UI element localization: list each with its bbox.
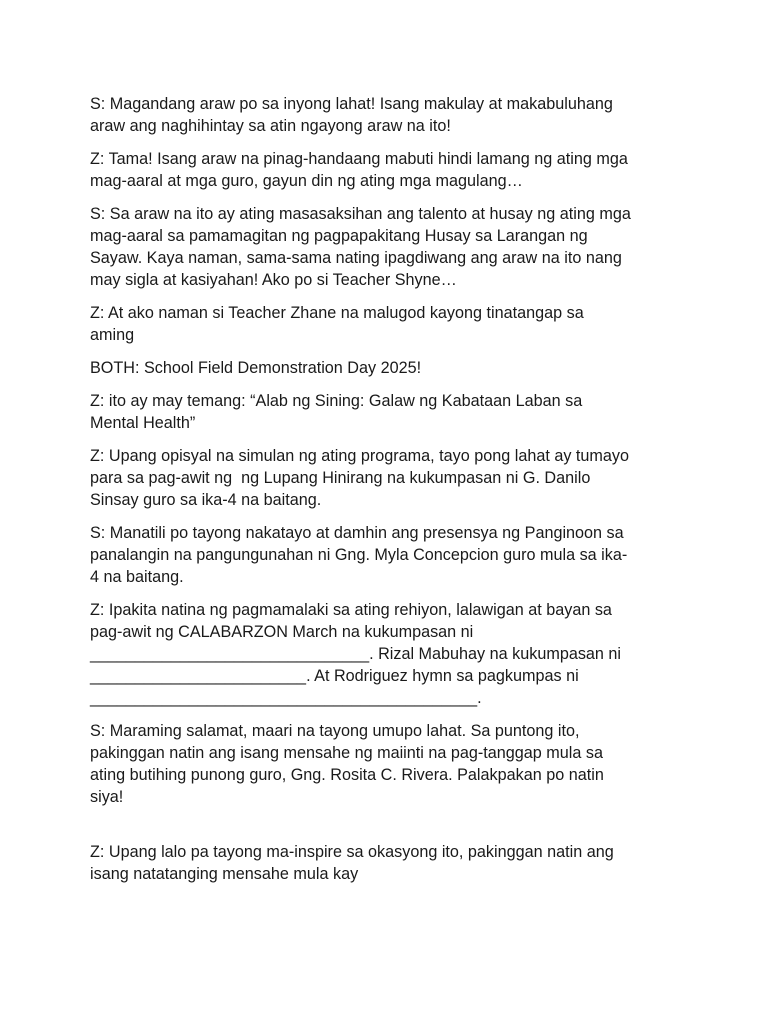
paragraph-principal-message: S: Maraming salamat, maari na tayong umupo lahat. Sa puntong ito, pakinggan natin ang isang mensahe ng maiinti na pag-tanggap mula sa ating butihing punong guro, Gng. Rosita C. Rivera. Palakpakan po natin siya! <box>90 722 604 806</box>
paragraph-welcome: Z: At ako naman si Teacher Zhane na malugod kayong tinatangap sa aming <box>90 304 584 344</box>
paragraph-theme: Z: ito ay may temang: “Alab ng Sining: Galaw ng Kabataan Laban sa Mental Health” <box>90 392 583 432</box>
paragraph-national-anthem: Z: Upang opisyal na simulan ng ating programa, tayo pong lahat ay tumayo para sa pag-awit ng ng Lupang Hinirang na kukumpasan ni G. Danilo Sinsay guro sa ika-4 na baitang. <box>90 447 630 509</box>
paragraph-prayer: S: Manatili po tayong nakatayo at damhin ang presensya ng Panginoon sa panalangin na pangungunahan ni Gng. Myla Concepcion guro mula sa ika- 4 na baitang. <box>90 524 628 586</box>
paragraph-inspirational-message: Z: Upang lalo pa tayong ma-inspire sa okasyong ito, pakinggan natin ang isang natatanging mensahe mula kay <box>90 843 614 883</box>
paragraph-greeting: S: Magandang araw po sa inyong lahat! Isang makulay at makabuluhang araw ang naghihintay sa atin ngayong araw na ito! <box>90 95 613 135</box>
paragraph-preparation: Z: Tama! Isang araw na pinag-handaang mabuti hindi lamang ng ating mga mag-aaral at mga guro, gayun din ng ating mga magulang… <box>90 150 628 190</box>
paragraph-introduction: S: Sa araw na ito ay ating masasaksihan ang talento at husay ng ating mga mag-aaral sa pamamagitan ng pagpapakitang Husay sa Larangan ng Sayaw. Kaya naman, sama-sama nating ipagdiwang ang araw na ito nang may sigla at kasiyahan! Ako po si Teacher Shyne… <box>90 205 631 289</box>
paragraph-hymns: Z: Ipakita natina ng pagmamalaki sa ating rehiyon, lalawigan at bayan sa pag-awit ng CALABARZON March na kukumpasan ni _______________________________. Rizal Mabuhay na kukumpasan ni ________________________. At Rodriguez hymn sa pagkumpas ni ___________________________________________. <box>90 601 622 707</box>
script-body <box>90 93 690 896</box>
paragraph-event-title: BOTH: School Field Demonstration Day 2025! <box>90 359 422 377</box>
